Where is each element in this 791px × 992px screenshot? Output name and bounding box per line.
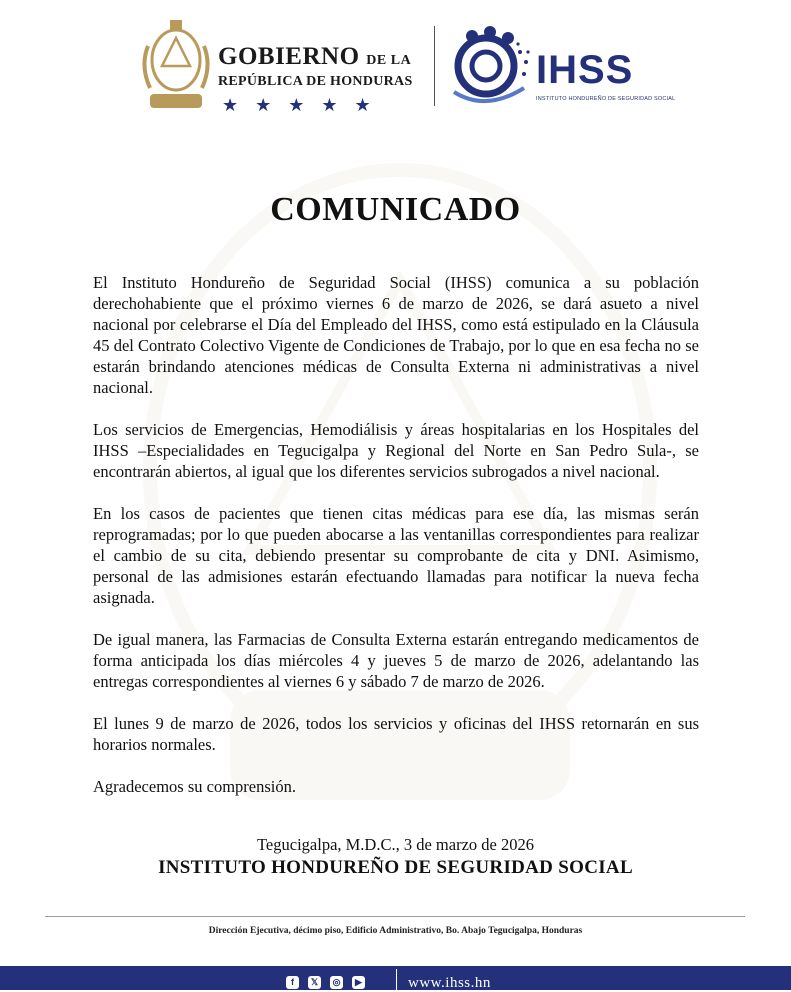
- signature-institution: INSTITUTO HONDUREÑO DE SEGURIDAD SOCIAL: [158, 857, 633, 878]
- website-link[interactable]: www.ihss.hn: [408, 975, 491, 991]
- ihss-wordmark: IHSS: [536, 48, 634, 92]
- x-icon[interactable]: 𝕏: [308, 976, 321, 989]
- gov-republic: REPÚBLICA DE HONDURAS: [218, 74, 413, 89]
- paragraph: De igual manera, las Farmacias de Consulta Externa estarán entregando medicamentos de forma anticipada los días miércoles 4 y jueves 5 de marzo de 2026, adelantando las entregas correspondientes al viernes 6 y sábado 7 de marzo de 2026.: [93, 630, 699, 691]
- gov-stars: ★★★★★: [222, 95, 388, 115]
- youtube-icon[interactable]: ▶: [352, 976, 365, 989]
- paragraph: El lunes 9 de marzo de 2026, todos los servicios y oficinas del IHSS retornarán en sus horarios normales.: [93, 714, 699, 754]
- document-body: [93, 272, 699, 818]
- gov-line-1: [218, 44, 428, 74]
- footer-bar-divider: [396, 969, 397, 990]
- signature-block: [0, 834, 791, 880]
- ihss-logo-icon: [446, 22, 534, 106]
- place-date: Tegucigalpa, M.D.C., 3 de marzo de 2026: [257, 835, 534, 854]
- social-links: [286, 976, 365, 990]
- ihss-subtitle: INSTITUTO HONDUREÑO DE SEGURIDAD SOCIAL: [536, 96, 676, 102]
- paragraph: Agradecemos su comprensión.: [93, 777, 296, 796]
- instagram-icon[interactable]: ◎: [330, 976, 343, 989]
- facebook-icon[interactable]: f: [286, 976, 299, 989]
- paragraph: En los casos de pacientes que tienen citas médicas para ese día, las mismas serán reprogramadas; por lo que pueden abocarse a las ventanillas correspondientes para realizar el cambio de su cita, debiendo presentar su comprobante de cita y DNI. Asimismo, personal de las admisiones estarán efectuando llamadas para notificar la nueva fecha asignada.: [93, 504, 699, 607]
- gov-small: DE LA: [366, 53, 412, 68]
- government-wordmark: [218, 44, 428, 114]
- honduras-coat-of-arms-icon: [140, 16, 212, 112]
- paragraph: El Instituto Hondureño de Seguridad Social (IHSS) comunica a su población derechohabiente que el próximo viernes 6 de marzo de 2026, se dará asueto a nivel nacional por celebrarse el Día del Empleado del IHSS, como está estipulado en la Cláusula 45 del Contrato Colectivo Vigente de Condiciones de Trabajo, por lo que en esa fecha no se estarán brindando atenciones médicas de Consulta Externa ni administrativas a nivel nacional.: [93, 273, 699, 397]
- paragraph: Los servicios de Emergencias, Hemodiálisis y áreas hospitalarias en los Hospitales del IHSS –Especialidades en Tegucigalpa y Regional del Norte en San Pedro Sula-, se encontrarán abiertos, al igual que los diferentes servicios subrogados a nivel nacional.: [93, 420, 699, 481]
- letterhead: [0, 14, 791, 114]
- gov-word: GOBIERNO: [218, 43, 360, 70]
- header-divider: [434, 26, 435, 106]
- footer-bar: [0, 966, 791, 990]
- document-title: COMUNICADO: [270, 191, 521, 228]
- footer-divider: [45, 916, 745, 917]
- footer-address: Dirección Ejecutiva, décimo piso, Edificio Administrativo, Bo. Abajo Tegucigalpa, Honduras: [208, 926, 583, 936]
